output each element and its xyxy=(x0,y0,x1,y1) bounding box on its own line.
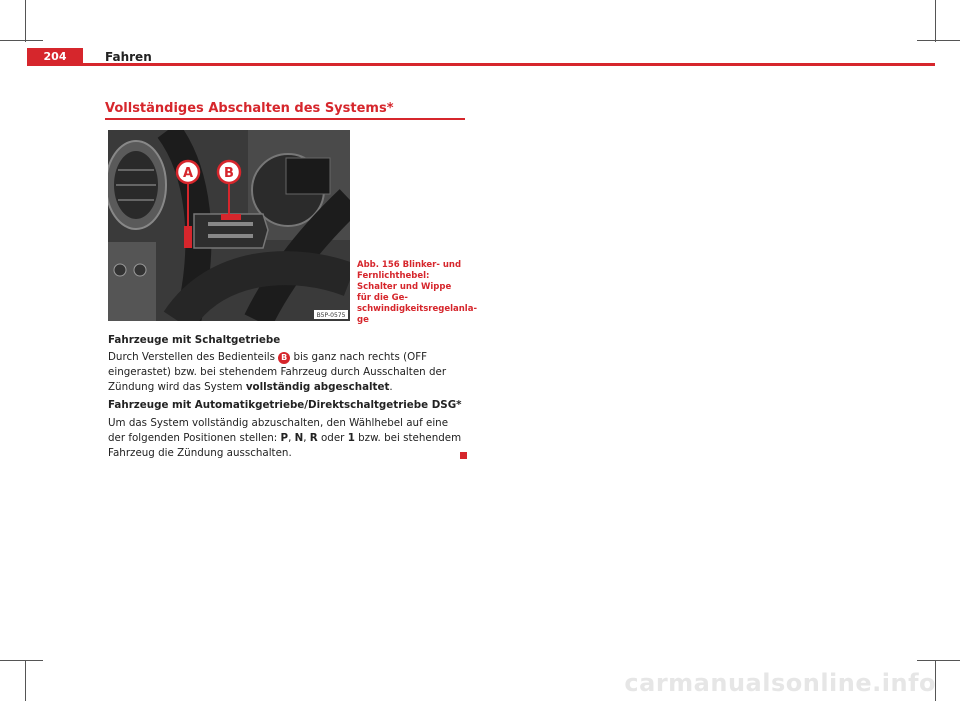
heading-automatic: Fahrzeuge mit Automatikgetriebe/Direktschaltgetriebe DSG* xyxy=(108,399,462,411)
section-title: Vollständiges Abschalten des Systems* xyxy=(105,101,394,116)
figure-steering-lever xyxy=(108,130,350,321)
text: bzw. bei stehendem Fahrzeug die Zündung ausschalten. xyxy=(108,432,462,459)
text: Um das System vollständig abzuschalten, den Wählhebel auf eine der folgenden Positionen stellen: xyxy=(108,417,449,444)
figure-illustration xyxy=(108,130,350,321)
chapter-title: Fahren xyxy=(105,50,152,64)
text: . xyxy=(389,381,393,393)
text: bis ganz nach rechts (OFF eingerastet) bzw. bei stehendem Fahrzeug durch Ausschalten der Zündung wird das System xyxy=(108,351,447,393)
crop-mark xyxy=(0,660,43,661)
callout-b-badge: B xyxy=(278,352,290,364)
paragraph-automatic: Um das System vollständig abzuschalten, den Wählhebel auf eine der folgenden Positionen stellen: P, N, R oder 1 bzw. bei stehendem Fahrzeug die Zündung ausschalten. xyxy=(108,417,462,459)
text-bold: vollständig abgeschaltet xyxy=(245,381,390,393)
crop-mark xyxy=(0,40,43,41)
figure-code: B5P-0575 xyxy=(316,312,346,319)
paragraph-manual xyxy=(108,350,468,395)
header-rule xyxy=(27,63,935,66)
crop-mark xyxy=(935,0,936,42)
crop-mark xyxy=(917,40,960,41)
section-rule xyxy=(105,118,465,120)
page-number: 204 xyxy=(27,48,83,66)
callout-a: A xyxy=(182,166,194,181)
gear-p: P xyxy=(280,432,289,444)
text: Durch Verstellen des Bedienteils xyxy=(108,351,279,363)
crop-mark xyxy=(25,660,26,701)
gear-r: R xyxy=(309,432,318,444)
callout-b: B xyxy=(224,166,234,181)
text: oder xyxy=(317,432,348,444)
crop-mark xyxy=(25,0,26,42)
section-end-mark xyxy=(460,452,467,459)
gear-n: N xyxy=(294,432,304,444)
heading-manual: Fahrzeuge mit Schaltgetriebe xyxy=(108,334,281,346)
gear-1: 1 xyxy=(347,432,355,444)
watermark: carmanualsonline.info xyxy=(624,669,936,697)
figure-caption: Abb. 156 Blinker- und Fernlichthebel: Schalter und Wippe für die Geschwindigkeitsregelanlage xyxy=(357,260,477,325)
crop-mark xyxy=(917,660,960,661)
